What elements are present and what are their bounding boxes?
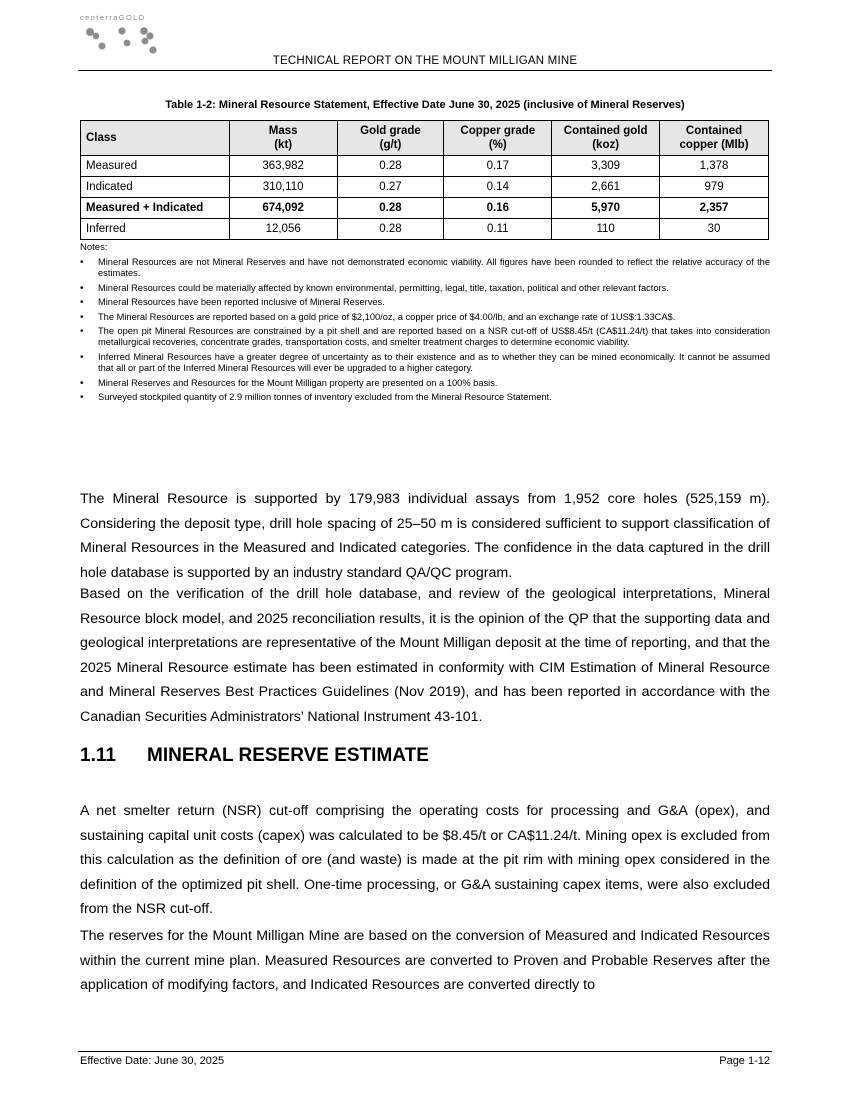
note-item: • Surveyed stockpiled quantity of 2.9 million tonnes of inventory excluded from the Mineral Resource Statement.	[80, 392, 770, 403]
cell-contained-gold: 110	[552, 219, 660, 240]
report-header-title: TECHNICAL REPORT ON THE MOUNT MILLIGAN MINE	[272, 55, 578, 67]
cell-class: Inferred	[81, 219, 230, 240]
cell-contained-gold: 5,970	[552, 198, 660, 219]
header-divider	[78, 70, 772, 71]
column-header-mass: Mass (kt)	[229, 121, 337, 156]
note-item: • Mineral Reserves and Resources for the Mount Milligan property are presented on a 100% basis.	[80, 378, 770, 389]
footer-page-number: Page 1-12	[719, 1055, 770, 1067]
cell-class: Measured + Indicated	[81, 198, 230, 219]
cell-gold-grade: 0.28	[337, 156, 444, 177]
mineral-resource-table	[80, 120, 769, 240]
body-paragraph-verification: Based on the verification of the drill hole database, and review of the geological interpretations, Mineral Resource block model, and 2025 reconciliation results, it is the opinion of the QP that the supporting data and geological interpretations are representative of the Mount Milligan deposit at the time of reporting, and that the 2025 Mineral Resource estimate has been estimated in conformity with CIM Estimation of Mineral Resource and Mineral Reserves Best Practices Guidelines (Nov 2019), and has been reported in accordance with the Canadian Securities Administrators’ National Instrument 43-101.	[80, 586, 770, 725]
section-heading	[80, 745, 429, 767]
body-paragraph-nsr-cutoff: A net smelter return (NSR) cut-off comprising the operating costs for processing and G&A (opex), and sustaining capital unit costs (capex) was calculated to be $8.45/t or CA$11.24/t. Mining opex is excluded from this calculation as the definition of ore (and waste) is made at the pit rim with mining opex considered in the definition of the optimized pit shell. One-time processing, or G&A sustaining capex items, were also excluded from the NSR cut-off.	[80, 803, 770, 917]
column-header-copper-grade: Copper grade (%)	[444, 121, 552, 156]
section-number: 1.11	[80, 745, 116, 766]
note-item: • Mineral Resources could be materially affected by known environmental, permitting, legal, title, taxation, political and other relevant factors.	[80, 283, 770, 294]
footer-divider	[78, 1051, 772, 1052]
table-row	[81, 219, 769, 240]
column-header-contained-gold: Contained gold (koz)	[552, 121, 660, 156]
cell-copper-grade: 0.16	[444, 198, 552, 219]
logo-wordmark: centerraGOLD	[80, 13, 146, 22]
cell-contained-copper: 979	[660, 177, 769, 198]
note-item: • The Mineral Resources are reported based on a gold price of $2,100/oz, a copper price of $4.00/lb, and an exchange rate of 1US$:1.33CA$.	[80, 312, 770, 323]
section-title: MINERAL RESERVE ESTIMATE	[147, 745, 429, 766]
body-paragraph-assays: The Mineral Resource is supported by 179,983 individual assays from 1,952 core holes (525,159 m). Considering the deposit type, drill hole spacing of 25–50 m is considered sufficient to support classification of Mineral Resources in the Measured and Indicated categories. The confidence in the data captured in the drill hole database is supported by an industry standard QA/QC program.	[80, 491, 770, 581]
cell-contained-copper: 30	[660, 219, 769, 240]
cell-mass: 674,092	[229, 198, 337, 219]
table-caption: Table 1-2: Mineral Resource Statement, Effective Date June 30, 2025 (inclusive of Mineral Reserves)	[165, 99, 685, 111]
cell-class: Measured	[81, 156, 230, 177]
table-notes-list	[80, 257, 770, 407]
note-item: • Mineral Resources have been reported inclusive of Mineral Reserves.	[80, 297, 770, 308]
cell-gold-grade: 0.27	[337, 177, 444, 198]
column-header-gold-grade: Gold grade (g/t)	[337, 121, 444, 156]
footer-effective-date: Effective Date: June 30, 2025	[80, 1055, 225, 1067]
note-item: • The open pit Mineral Resources are constrained by a pit shell and are reported based on a NSR cut-off of US$8.45/t (CA$11.24/t) that takes into consideration metallurgical recoveries, concentrate grades, transportation costs, and smelter treatment charges to determine economic viability.	[80, 326, 770, 348]
note-item: • Mineral Resources are not Mineral Reserves and have not demonstrated economic viability. All figures have been rounded to reflect the relative accuracy of the estimates.	[80, 257, 770, 279]
cell-copper-grade: 0.17	[444, 156, 552, 177]
table-row	[81, 177, 769, 198]
cell-contained-gold: 2,661	[552, 177, 660, 198]
cell-gold-grade: 0.28	[337, 219, 444, 240]
cell-contained-copper: 1,378	[660, 156, 769, 177]
table-row-total	[81, 198, 769, 219]
cell-gold-grade: 0.28	[337, 198, 444, 219]
cell-mass: 310,110	[229, 177, 337, 198]
cell-mass: 363,982	[229, 156, 337, 177]
cell-class: Indicated	[81, 177, 230, 198]
cell-contained-copper: 2,357	[660, 198, 769, 219]
cell-contained-gold: 3,309	[552, 156, 660, 177]
table-row	[81, 156, 769, 177]
cell-copper-grade: 0.11	[444, 219, 552, 240]
notes-label: Notes:	[80, 242, 108, 253]
cell-mass: 12,056	[229, 219, 337, 240]
column-header-class: Class	[81, 121, 230, 156]
table-header-row	[81, 121, 769, 156]
note-item: • Inferred Mineral Resources have a greater degree of uncertainty as to their existence and as to whether they can be mined economically. It cannot be assumed that all or part of the Inferred Mineral Resources will ever be upgraded to a higher category.	[80, 352, 770, 374]
column-header-contained-copper: Contained copper (Mlb)	[660, 121, 769, 156]
cell-copper-grade: 0.14	[444, 177, 552, 198]
body-paragraph-reserves: The reserves for the Mount Milligan Mine are based on the conversion of Measured and Indicated Resources within the current mine plan. Measured Resources are converted to Proven and Probable Reserves after the application of modifying factors, and Indicated Resources are converted directly to	[80, 928, 770, 993]
